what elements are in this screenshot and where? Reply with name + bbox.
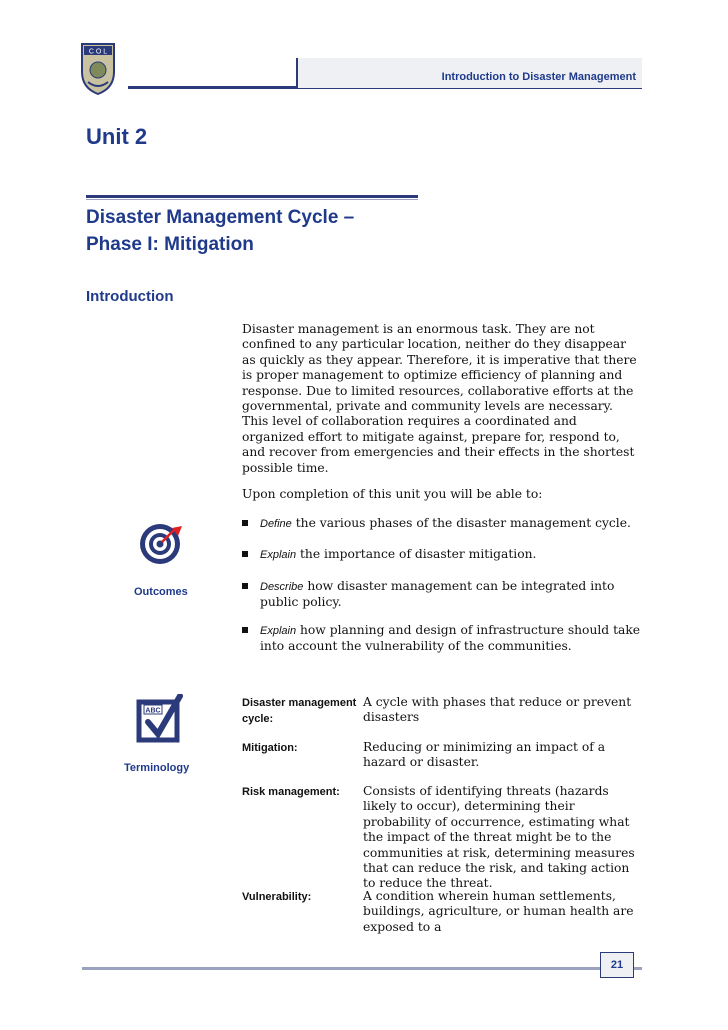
bullet-icon bbox=[242, 583, 248, 589]
term-name: Vulnerability: bbox=[242, 891, 312, 903]
bullet-icon bbox=[242, 627, 248, 633]
term-name: Mitigation: bbox=[242, 742, 298, 754]
outcome-verb: Define bbox=[260, 518, 292, 530]
introduction-heading: Introduction bbox=[86, 288, 174, 305]
abc-checkbox-icon bbox=[136, 694, 184, 744]
title-rule-thin bbox=[86, 199, 418, 200]
outcome-item bbox=[242, 516, 642, 532]
header-box bbox=[296, 58, 642, 88]
running-title: Introduction to Disaster Management bbox=[441, 71, 636, 83]
outcomes-list bbox=[242, 516, 642, 669]
outcome-text: how disaster management can be integrated into public policy. bbox=[260, 578, 615, 610]
outcome-item bbox=[242, 623, 642, 655]
abc-icon-text: ABC bbox=[145, 707, 161, 715]
term-definition: A condition wherein human settlements, buildings, agriculture, or human health are exposed to a bbox=[363, 889, 634, 934]
bullet-icon bbox=[242, 551, 248, 557]
introduction-paragraph: Disaster management is an enormous task. They are not confined to any particular location, neither do they disappear as quickly as they appear. Therefore, it is imperative that there is proper management to optimize efficiency of planning and response. Due to limited resources, collaborative efforts at the governmental, private and community levels are necessary. This level of collaboration requires a coordinated and organized effort to mitigate against, prepare for, respond to, and recover from emergencies and their effects in the shortest possible time. bbox=[242, 322, 637, 475]
page-number: 21 bbox=[610, 959, 624, 971]
terminology-label: Terminology bbox=[124, 762, 190, 774]
outcome-item bbox=[242, 579, 642, 611]
title-rule bbox=[86, 195, 418, 198]
chapter-title-line1: Disaster Management Cycle – bbox=[86, 207, 355, 228]
page-number-box bbox=[600, 952, 634, 978]
chapter-title bbox=[86, 204, 354, 258]
term-definition: Reducing or minimizing an impact of a hazard or disaster. bbox=[363, 740, 606, 770]
unit-label: Unit 2 bbox=[86, 124, 148, 149]
term-name: Risk management: bbox=[242, 786, 340, 798]
outcomes-intro: Upon completion of this unit you will be able to: bbox=[242, 487, 543, 501]
term-definition: A cycle with phases that reduce or prevent disasters bbox=[363, 695, 632, 725]
chapter-title-line2: Phase I: Mitigation bbox=[86, 234, 254, 255]
outcome-verb: Explain bbox=[260, 624, 297, 637]
col-logo-icon bbox=[80, 42, 116, 96]
outcome-text: the various phases of the disaster management cycle. bbox=[291, 516, 631, 530]
footer-rule bbox=[82, 967, 642, 970]
target-icon bbox=[138, 518, 186, 566]
outcomes-label: Outcomes bbox=[134, 586, 188, 598]
term-name: Disaster management cycle: bbox=[242, 697, 357, 725]
term-definition: Consists of identifying threats (hazards likely to occur), determining their probability of occurrence, estimating what the impact of the threat might be to the communities at risk, determining measures that can reduce the risk, and taking action to reduce the threat. bbox=[363, 784, 635, 891]
outcome-verb: Describe bbox=[260, 580, 304, 593]
outcome-verb: Explain bbox=[260, 549, 297, 562]
logo-text: C O L bbox=[88, 48, 108, 56]
outcome-text: how planning and design of infrastructure should take into account the vulnerability of the communities. bbox=[260, 622, 641, 654]
bullet-icon bbox=[242, 520, 248, 526]
outcome-item bbox=[242, 547, 642, 563]
outcome-text: the importance of disaster mitigation. bbox=[296, 547, 537, 562]
